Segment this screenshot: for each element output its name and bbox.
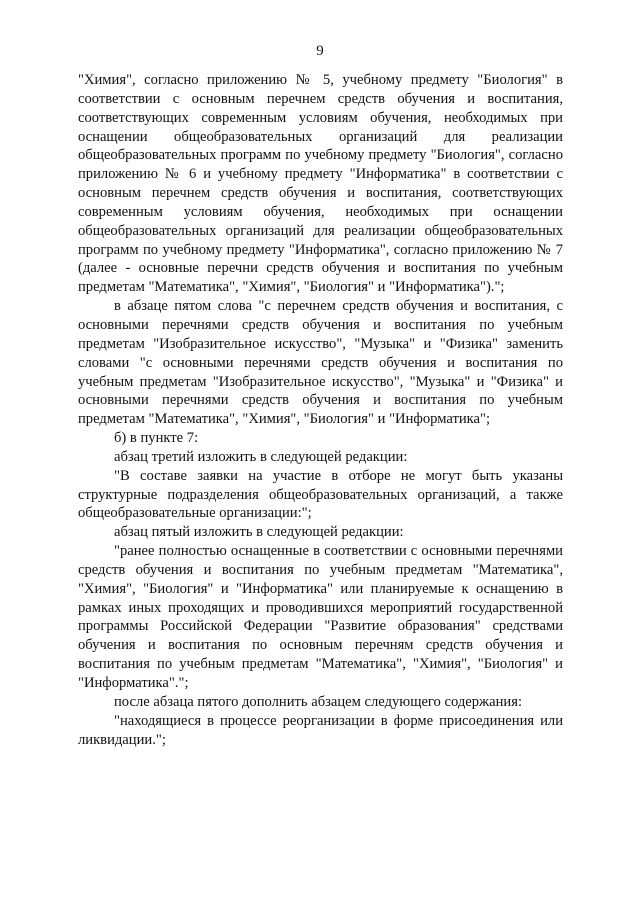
paragraph: после абзаца пятого дополнить абзацем следующего содержания: — [114, 693, 522, 710]
paragraph: абзац пятый изложить в следующей редакции: — [114, 524, 404, 541]
paragraph: "ранее полностью оснащенные в соответствии с основными перечнями средств обучения и воспитания по учебным предметам "Математика", "Химия", "Биология" и "Информатика" или планируемые к оснащению в рамках иных проходящих и проводившихся мероприятий государственной программы Российской Федерации "Развитие образования" средствами обучения и воспитания по основным перечням средств обучения и воспитания по учебным предметам "Математика", "Химия", "Биология" и "Информатика"."; — [78, 543, 563, 691]
paragraph: б) в пункте 7: — [114, 430, 199, 447]
paragraph: в абзаце пятом слова "с перечнем средств обучения и воспитания, с основными перечнями средств обучения и воспитания по учебным предметам "Изобразительное искусство", "Музыка" и "Физика" заменить словами "с основными перечнями средств обучения и воспитания по учебным предметам "Изобразительное искусство", "Музыка" и "Физика" и основными перечнями средств обучения и воспитания по учебным предметам "Математика", "Химия", "Биология" и "Информатика"; — [78, 298, 563, 428]
page-number: 9 — [316, 43, 324, 59]
paragraph: "Химия", согласно приложению № 5, учебному предмету "Биология" в соответствии с основным перечнем средств обучения и воспитания, соответствующих современным условиям обучения, необходимых при оснащении общеобразовательных организаций для реализации общеобразовательных программ по учебному предмету "Биология", согласно приложению № 6 и учебному предмету "Информатика" в соответствии с основным перечнем средств обучения и воспитания, соответствующих современным условиям обучения, необходимых при оснащении общеобразовательных организаций для реализации общеобразовательных программ по учебному предмету "Информатика", согласно приложению № 7 (далее - основные перечни средств обучения и воспитания по учебным предметам "Математика", "Химия", "Биология" и "Информатика")."; — [78, 72, 563, 296]
paragraph: абзац третий изложить в следующей редакции: — [114, 448, 408, 465]
paragraph: "находящиеся в процессе реорганизации в форме присоединения или ликвидации."; — [78, 712, 563, 748]
paragraph: "В составе заявки на участие в отборе не могут быть указаны структурные подразделения общеобразовательных организаций, а также общеобразовательные организации:"; — [78, 467, 563, 522]
document-body — [78, 71, 563, 749]
